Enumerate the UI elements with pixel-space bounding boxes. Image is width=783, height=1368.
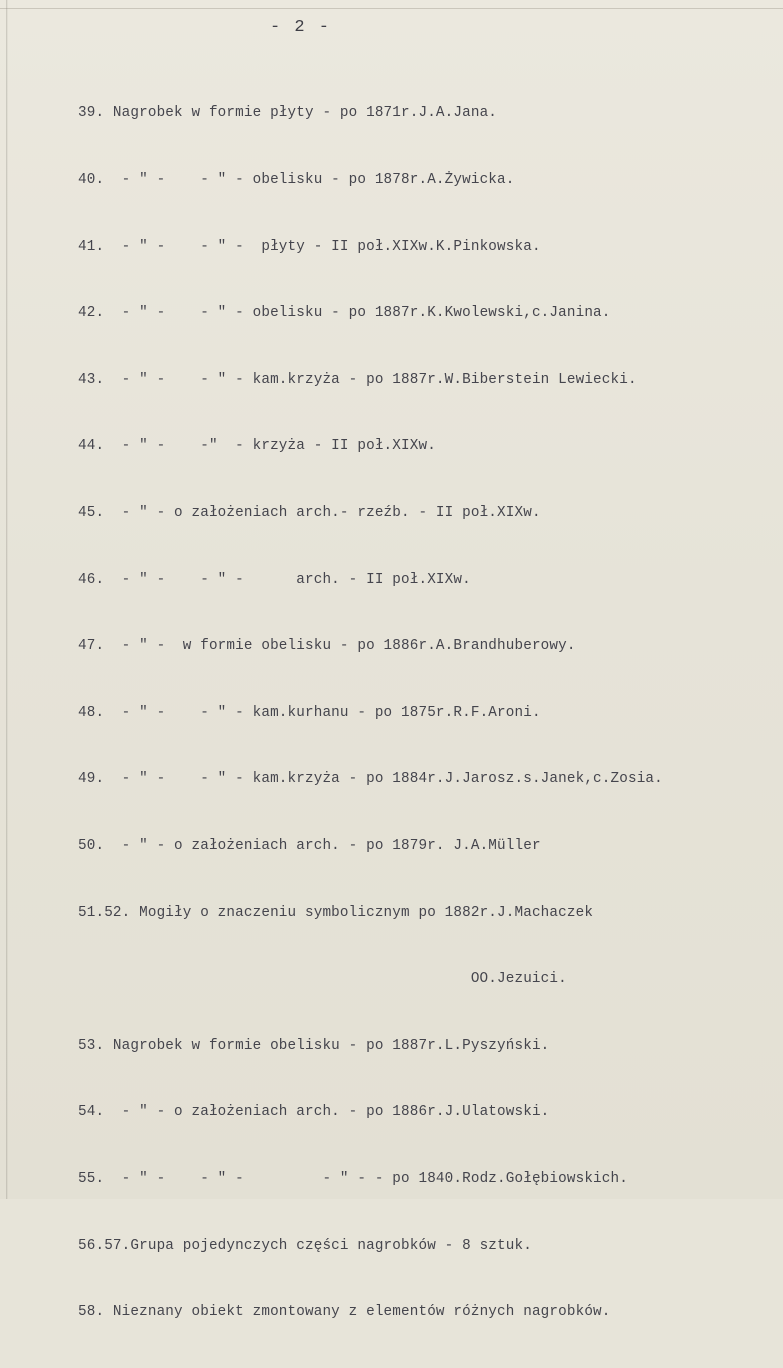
list-item: [78, 768, 768, 790]
entry-text: - " - o założeniach arch. - po 1886r.J.Ulatowski.: [104, 1104, 550, 1121]
entry-text: - " - - " - kam.krzyża - po 1884r.J.Jarosz.s.Janek,c.Zosia.: [104, 771, 663, 788]
list-item: [78, 1301, 768, 1323]
entry-text: - " - - " - kam.krzyża - po 1887r.W.Biberstein Lewiecki.: [104, 371, 637, 388]
entry-text: - " - - " - obelisku - po 1887r.K.Kwolewski,c.Janina.: [104, 305, 611, 322]
entry-number: 53.: [78, 1037, 105, 1054]
entry-text: - " - - " - - " - - po 1840.Rodz.Gołębiowskich.: [104, 1170, 628, 1187]
entry-number: 47.: [78, 638, 105, 655]
list-item: [78, 302, 768, 324]
list-item: [78, 569, 768, 591]
entry-text: Nagrobek w formie obelisku - po 1887r.L.Pyszyński.: [104, 1037, 550, 1054]
list-item: [78, 702, 768, 724]
entry-number: 55.: [78, 1170, 105, 1187]
list-item: [78, 902, 768, 924]
entry-text: - " - - " - płyty - II poł.XIXw.K.Pinkowska.: [104, 238, 541, 255]
entry-number: 56.57.: [78, 1237, 131, 1254]
inventory-list: [78, 58, 768, 1368]
list-item: [78, 1035, 768, 1057]
entry-number: 46.: [78, 571, 105, 588]
list-item: [78, 236, 768, 258]
list-item: [78, 435, 768, 457]
entry-number: 40.: [78, 172, 105, 188]
entry-text: OO.Jezuici.: [78, 971, 567, 988]
entry-text: - " - - " - arch. - II poł.XIXw.: [104, 571, 471, 588]
entry-text: Nieznany obiekt zmontowany z elementów różnych nagrobków.: [104, 1304, 611, 1321]
entry-number: 42.: [78, 305, 105, 322]
list-item: [78, 1101, 768, 1123]
entry-text: Grupa pojedynczych części nagrobków - 8 sztuk.: [130, 1237, 532, 1254]
entry-number: 39.: [78, 105, 105, 122]
entry-number: 45.: [78, 504, 105, 521]
entry-number: 43.: [78, 371, 105, 388]
list-item: [78, 1235, 768, 1257]
entry-text: - " - - " - obelisku - po 1878r.A.Żywicka.: [104, 172, 515, 188]
page-edge-shadow: [6, 0, 8, 1199]
page-number: - 2 -: [270, 18, 332, 37]
page-top-crease: [0, 8, 783, 9]
entry-number: 51.52.: [78, 904, 131, 921]
list-item-continuation: [78, 968, 768, 990]
entry-text: - " - o założeniach arch. - po 1879r. J.A.Müller: [104, 837, 541, 854]
entry-number: 50.: [78, 837, 105, 854]
list-item: [78, 502, 768, 524]
entry-text: - " - - " - kam.kurhanu - po 1875r.R.F.Aroni.: [104, 704, 541, 721]
entry-text: Mogiły o znaczeniu symbolicznym po 1882r.J.Machaczek: [130, 904, 594, 921]
list-item: [78, 369, 768, 391]
list-item: [78, 635, 768, 657]
list-item: [78, 835, 768, 857]
entry-text: - " - o założeniach arch.- rzeźb. - II poł.XIXw.: [104, 504, 541, 521]
entry-text: - " - -" - krzyża - II poł.XIXw.: [104, 438, 436, 455]
entry-number: 48.: [78, 704, 105, 721]
entry-number: 54.: [78, 1104, 105, 1121]
list-item: [78, 102, 768, 124]
list-item: [78, 1168, 768, 1190]
entry-number: 44.: [78, 438, 105, 455]
entry-text: Nagrobek w formie płyty - po 1871r.J.A.Jana.: [104, 105, 498, 122]
entry-number: 58.: [78, 1304, 105, 1321]
list-item: [78, 169, 768, 191]
entry-number: 49.: [78, 771, 105, 788]
entry-number: 41.: [78, 238, 105, 255]
entry-text: - " - w formie obelisku - po 1886r.A.Brandhuberowy.: [104, 638, 576, 655]
